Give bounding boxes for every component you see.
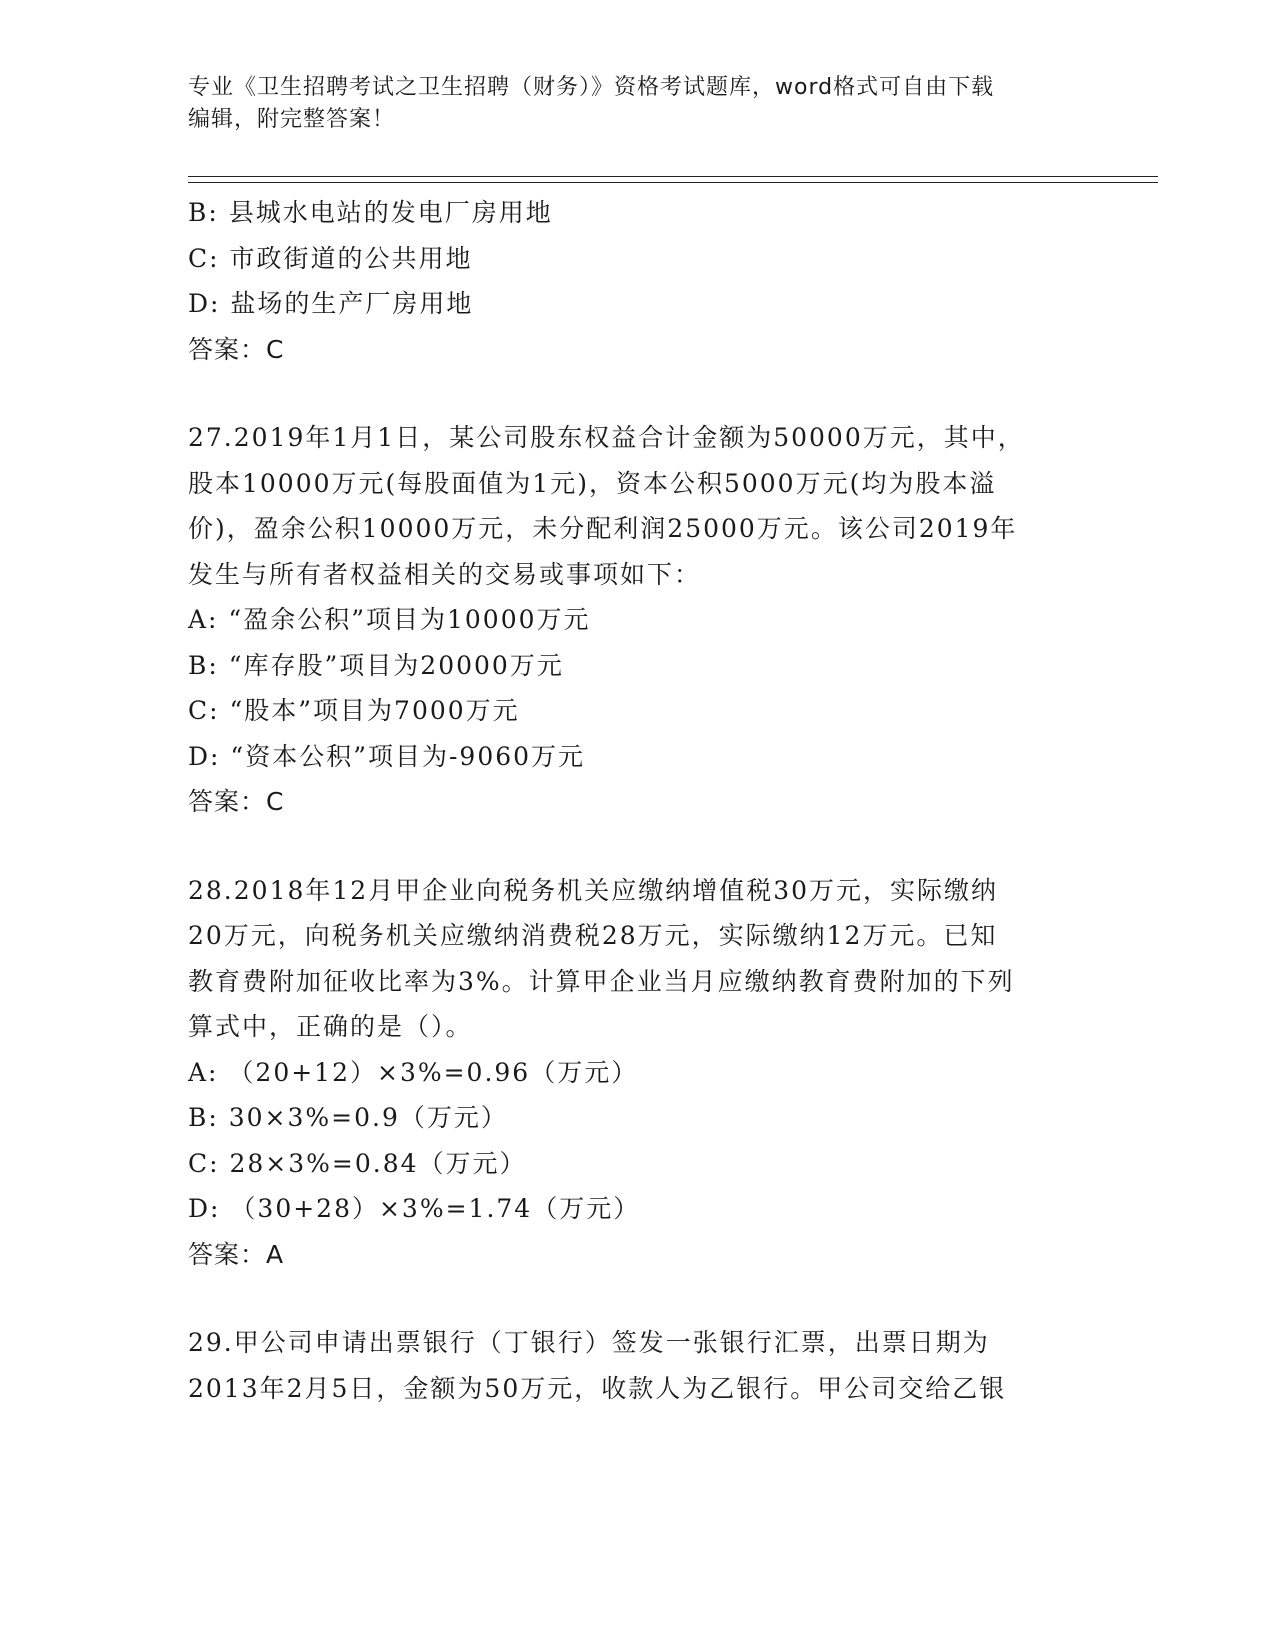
question-spacer: [188, 1277, 1088, 1320]
option-d: D: “资本公积”项目为-9060万元: [188, 741, 586, 771]
header-divider-top: [188, 176, 1158, 177]
question-29: [188, 1320, 1088, 1411]
option-d: D: （30+28）×3%=1.74（万元）: [188, 1194, 641, 1223]
answer: 答案：C: [188, 334, 285, 364]
header-line-2: 编辑，附完整答案！: [188, 107, 396, 132]
option-b: B: “库存股”项目为20000万元: [188, 650, 564, 680]
question-stem-line: 价)，盈余公积10000万元，未分配利润25000万元。该公司2019年: [188, 514, 1018, 543]
option-a: A: （20+12）×3%=0.96（万元）: [188, 1057, 639, 1087]
question-28: [188, 868, 1088, 1278]
option-c: C: “股本”项目为7000万元: [188, 696, 520, 725]
answer: 答案：A: [188, 1239, 285, 1269]
question-stem-line: 27.2019年1月1日，某公司股东权益合计金额为50000万元，其中，: [188, 423, 1025, 452]
option-d: D: 盐场的生产厂房用地: [188, 289, 474, 318]
question-stem-line: 股本10000万元(每股面值为1元)，资本公积5000万元(均为股本溢: [188, 468, 997, 498]
option-c: C: 市政街道的公共用地: [188, 243, 473, 273]
question-spacer: [188, 825, 1088, 868]
question-stem-line: 29.甲公司申请出票银行（丁银行）签发一张银行汇票，出票日期为: [188, 1328, 990, 1357]
option-c: C: 28×3%=0.84（万元）: [188, 1148, 527, 1178]
option-b: B: 30×3%=0.9（万元）: [188, 1103, 508, 1132]
question-stem-line: 教育费附加征收比率为3%。计算甲企业当月应缴纳教育费附加的下列: [188, 966, 1015, 996]
document-header: [188, 72, 1088, 136]
question-stem-line: 28.2018年12月甲企业向税务机关应缴纳增值税30万元，实际缴纳: [188, 875, 999, 905]
option-b: B: 县城水电站的发电厂房用地: [188, 198, 553, 227]
question-stem-line: 算式中，正确的是（）。: [188, 1012, 473, 1041]
header-line-1: 专业《卫生招聘考试之卫生招聘（财务）》资格考试题库，word格式可自由下载: [188, 75, 995, 100]
answer: 答案：C: [188, 787, 285, 816]
question-stem-line: 发生与所有者权益相关的交易或事项如下：: [188, 559, 702, 589]
question-stem-line: 20万元，向税务机关应缴纳消费税28万元，实际缴纳12万元。已知: [188, 921, 998, 950]
question-stem-line: 2013年2月5日，金额为50万元，收款人为乙银行。甲公司交给乙银: [188, 1373, 1007, 1403]
header-divider-bottom: [188, 182, 1158, 183]
question-26: [188, 190, 1088, 372]
question-27: [188, 415, 1088, 825]
document-body: [188, 190, 1088, 1411]
question-spacer: [188, 372, 1088, 415]
option-a: A: “盈余公积”项目为10000万元: [188, 605, 591, 634]
